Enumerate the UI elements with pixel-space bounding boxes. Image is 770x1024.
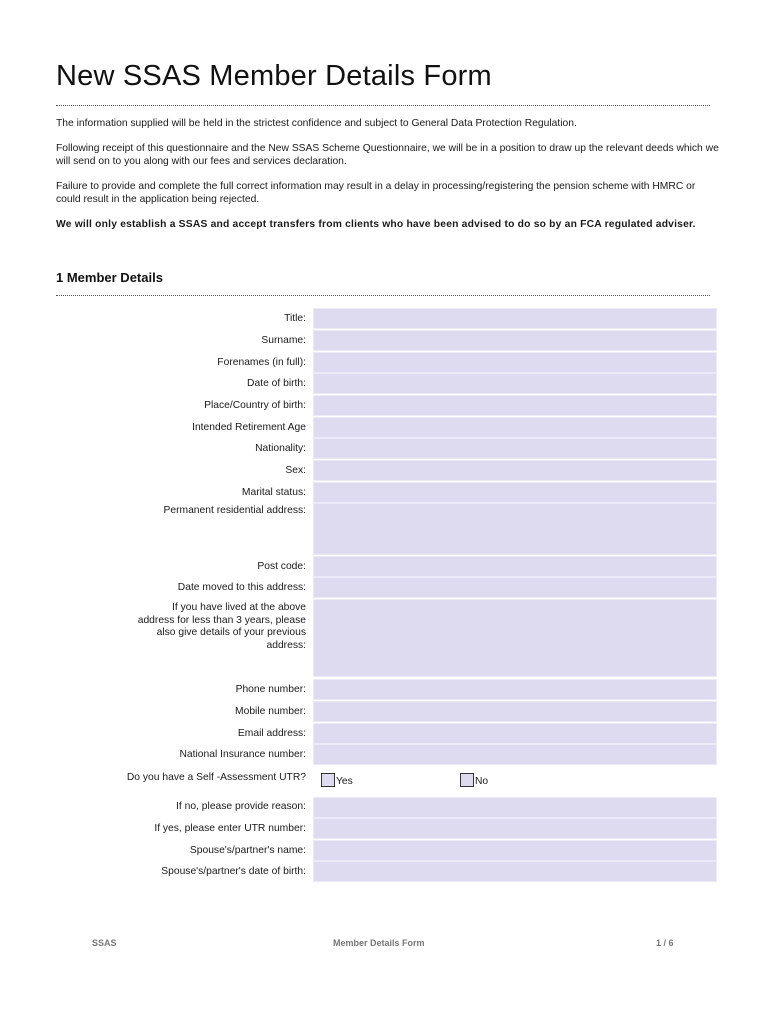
address-field[interactable] <box>313 503 717 555</box>
utr-yes-label: Yes <box>336 776 353 787</box>
place-of-birth-label: Place/Country of birth: <box>204 400 306 411</box>
title-label: Title: <box>284 313 306 324</box>
title-divider <box>56 105 710 106</box>
nationality-field[interactable] <box>313 438 717 459</box>
mobile-label: Mobile number: <box>235 706 306 717</box>
previous-address-label: If you have lived at the above address for less than 3 years, please also give details of your previous address: <box>137 602 306 651</box>
forenames-field[interactable] <box>313 352 717 373</box>
process-notice: Following receipt of this questionnaire and the New SSAS Scheme Questionnaire, we will be in a position to draw up the relevant deeds which we will send on to you along with our fees and services declaration. <box>56 143 719 167</box>
page-title: New SSAS Member Details Form <box>56 60 492 92</box>
sex-field[interactable] <box>313 460 717 481</box>
footer-left: SSAS <box>92 938 117 948</box>
previous-address-field[interactable] <box>313 599 717 677</box>
spouse-dob-label: Spouse's/partner's date of birth: <box>161 866 306 877</box>
date-moved-field[interactable] <box>313 577 717 598</box>
place-of-birth-field[interactable] <box>313 395 717 416</box>
nationality-label: Nationality: <box>255 443 306 454</box>
sex-label: Sex: <box>285 465 306 476</box>
mobile-field[interactable] <box>313 701 717 722</box>
utr-number-field[interactable] <box>313 818 717 839</box>
retirement-age-label: Intended Retirement Age <box>192 422 306 433</box>
spouse-name-label: Spouse's/partner's name: <box>189 845 306 856</box>
spouse-name-field[interactable] <box>313 840 717 861</box>
section-title: 1 Member Details <box>56 270 163 285</box>
retirement-age-field[interactable] <box>313 417 717 438</box>
ni-number-field[interactable] <box>313 744 717 765</box>
phone-label: Phone number: <box>235 684 306 695</box>
forenames-label: Forenames (in full): <box>217 357 306 368</box>
dob-label: Date of birth: <box>247 378 306 389</box>
page-number: 1 / 6 <box>656 938 674 948</box>
address-label: Permanent residential address: <box>163 505 306 516</box>
email-label: Email address: <box>237 728 306 739</box>
phone-field[interactable] <box>313 679 717 700</box>
surname-label: Surname: <box>261 335 306 346</box>
utr-question-label: Do you have a Self -Assessment UTR? <box>126 772 306 783</box>
warning-notice: Failure to provide and complete the full correct information may result in a delay in processing/registering the pension scheme with HMRC or could result in the application being rejected. <box>56 181 696 205</box>
ni-number-label: National Insurance number: <box>179 749 306 760</box>
utr-no-label: No <box>475 776 489 787</box>
no-reason-label: If no, please provide reason: <box>176 801 306 812</box>
utr-number-label: If yes, please enter UTR number: <box>154 823 306 834</box>
spouse-dob-field[interactable] <box>313 861 717 882</box>
section-divider <box>56 295 710 296</box>
dob-field[interactable] <box>313 373 717 394</box>
footer-center: Member Details Form <box>333 938 425 948</box>
postcode-field[interactable] <box>313 556 717 577</box>
postcode-label: Post code: <box>257 561 306 572</box>
surname-field[interactable] <box>313 330 717 351</box>
no-reason-field[interactable] <box>313 797 717 818</box>
email-field[interactable] <box>313 723 717 744</box>
fca-notice: We will only establish a SSAS and accept transfers from clients who have been advised to do so by an FCA regulated adviser. <box>56 219 696 230</box>
utr-no-checkbox[interactable] <box>460 773 474 787</box>
marital-status-field[interactable] <box>313 482 717 503</box>
title-field[interactable] <box>313 308 717 329</box>
marital-status-label: Marital status: <box>241 487 306 498</box>
date-moved-label: Date moved to this address: <box>177 582 306 593</box>
utr-yes-checkbox[interactable] <box>321 773 335 787</box>
privacy-notice: The information supplied will be held in the strictest confidence and subject to General Data Protection Regulation. <box>56 118 577 129</box>
